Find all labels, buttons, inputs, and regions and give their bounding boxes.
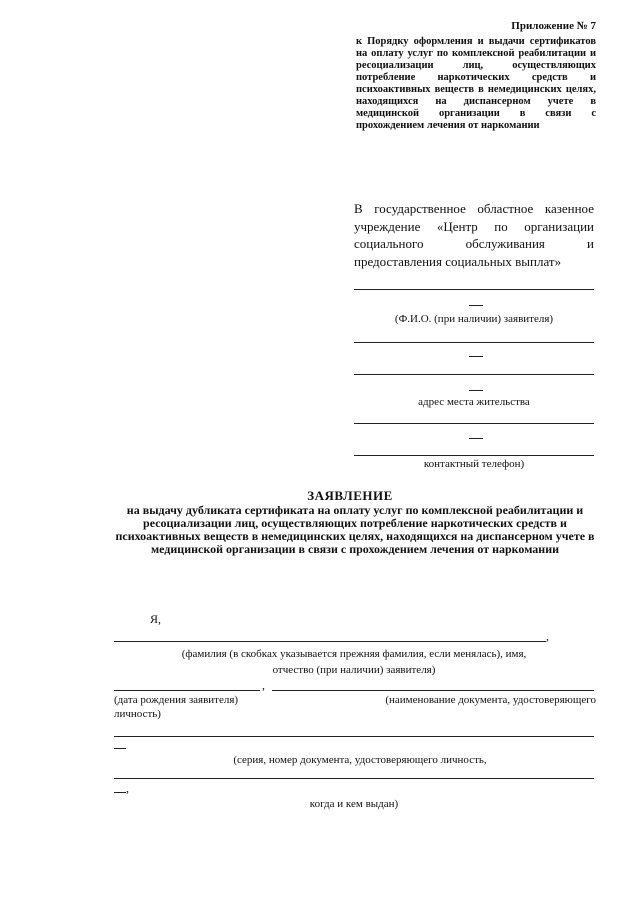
- address-line-1-continuation: [469, 356, 483, 357]
- addressee-block: В государственное областное казенное учреждение «Центр по организации социального обслуживания и предоставления социальных выплат»: [354, 201, 594, 269]
- appendix-text: к Порядку оформления и выдачи сертификатов на оплату услуг по комплексной реабилитации и ресоциализации лиц, осуществляющих потребление наркотических средств и психоактивных веществ в немедицинских целях, находящихся на диспансерном учете в медицинской организации в связи с прохождением лечения от наркомании: [356, 36, 596, 131]
- identity-document-line[interactable]: [272, 690, 594, 691]
- phone-line-2[interactable]: [354, 455, 594, 456]
- phone-caption: контактный телефон): [423, 458, 525, 470]
- full-name-caption-line2: отчество (при наличии) заявителя): [272, 664, 436, 676]
- full-name-line[interactable]: [114, 641, 546, 642]
- address-line-2[interactable]: [354, 374, 594, 375]
- applicant-name-line[interactable]: [354, 289, 594, 290]
- phone-line-continuation: [469, 438, 483, 439]
- applicant-name-caption: (Ф.И.О. (при наличии) заявителя): [394, 313, 554, 325]
- i-label: Я,: [150, 612, 162, 626]
- full-name-caption-line1: (фамилия (в скобках указывается прежняя фамилия, если менялась), имя,: [181, 648, 527, 660]
- full-name-comma: ,: [546, 629, 549, 643]
- document-series-line-continuation: [114, 748, 126, 749]
- birth-date-line[interactable]: [114, 690, 260, 691]
- statement-heading: ЗАЯВЛЕНИЕ: [307, 488, 393, 503]
- phone-line-1[interactable]: [354, 423, 594, 424]
- identity-document-caption-line2: личность): [114, 708, 161, 720]
- address-line-1[interactable]: [354, 342, 594, 343]
- statement-subheading: на выдачу дубликата сертификата на оплату услуг по комплексной реабилитации и ресоциализации лиц, осуществляющих потребление наркотических средств и психоактивных веществ в немедицинских целях, находящихся на диспансерном учете в медицинской организации в связи с прохождением лечения от наркомании: [115, 503, 595, 556]
- document-issued-comma: ,: [126, 781, 129, 795]
- document-issued-line-continuation: [114, 792, 126, 793]
- birth-date-comma: ,: [262, 678, 265, 692]
- document-issued-caption: когда и кем выдан): [309, 798, 399, 810]
- birth-date-caption: (дата рождения заявителя): [114, 694, 239, 706]
- address-caption: адрес места жительства: [418, 396, 530, 408]
- document-series-caption: (серия, номер документа, удостоверяющего личность,: [233, 754, 487, 766]
- address-line-2-continuation: [469, 390, 483, 391]
- identity-document-caption-line1: (наименование документа, удостоверяющего: [385, 694, 596, 706]
- document-issued-line[interactable]: [114, 778, 594, 779]
- document-series-line[interactable]: [114, 736, 594, 737]
- appendix-title: Приложение № 7: [511, 20, 596, 32]
- applicant-name-line-continuation: [469, 305, 483, 306]
